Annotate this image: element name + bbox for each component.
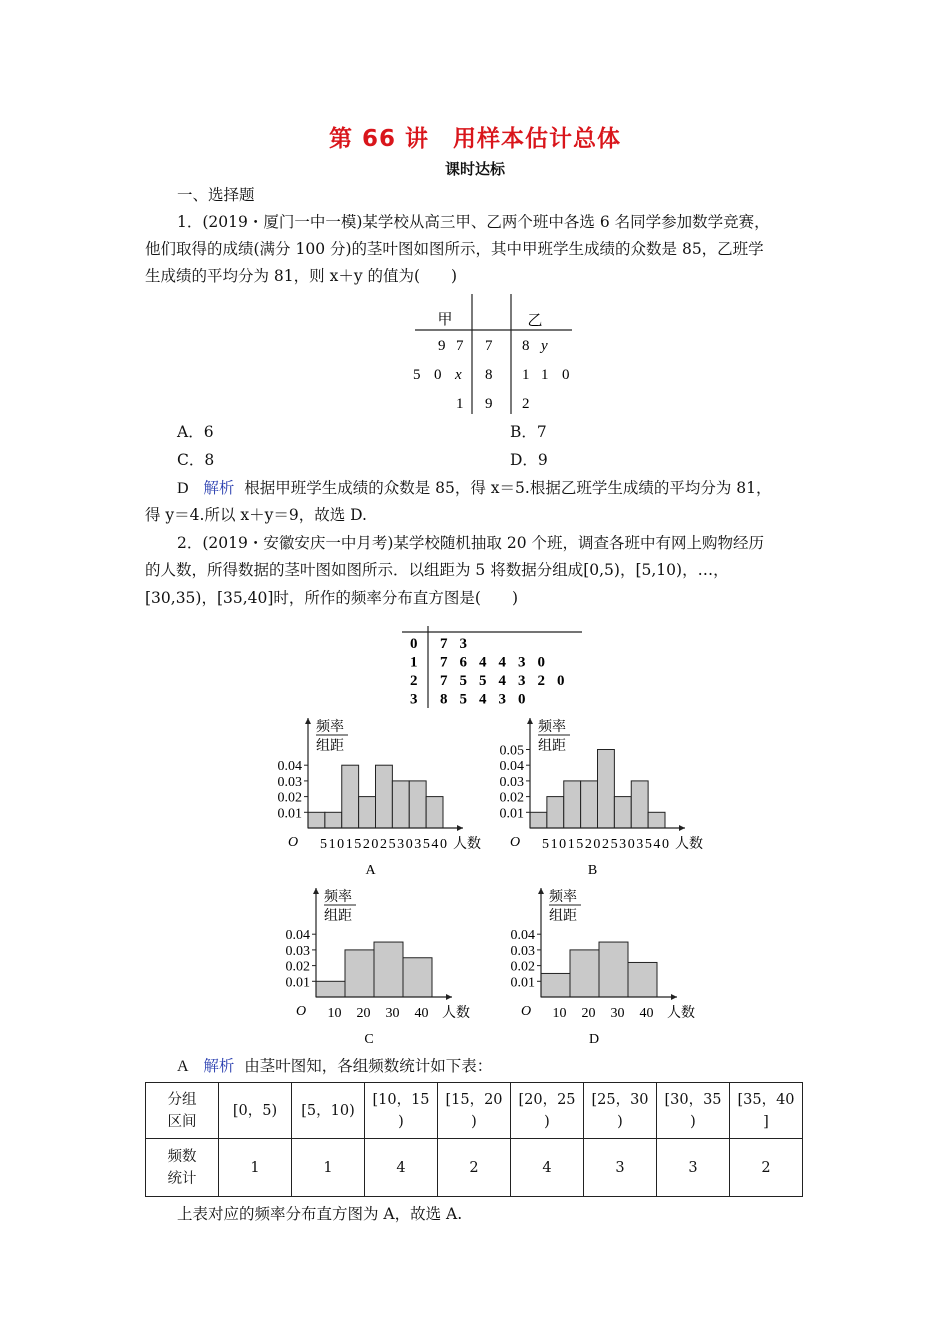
table-header-text: 区间	[167, 1113, 197, 1130]
q1-analysis-label: 解析	[203, 479, 235, 497]
table-header-text: 频数	[167, 1148, 197, 1165]
table-cell	[730, 1083, 803, 1139]
stemplot-leaf: 7	[440, 673, 448, 689]
histogram-bar	[628, 962, 657, 997]
table-cell	[657, 1083, 730, 1139]
table-cell	[292, 1083, 365, 1139]
origin-label: O	[510, 835, 521, 850]
plot-stem: 7	[485, 338, 493, 354]
q1-stem-line1: 1．(2019・厦门一中一模)某学校从高三甲、乙两个班中各选 6 名同学参加数学竞赛，	[177, 213, 770, 231]
y-tick-label: 0.03	[277, 774, 302, 790]
stemplot-leaf: 4	[498, 654, 506, 671]
table-cell: 4	[511, 1139, 584, 1197]
histogram-D	[511, 888, 696, 1047]
x-axis-label: 人数	[442, 1006, 470, 1021]
histogram-bar	[570, 950, 599, 997]
y-axis-label-bottom: 组距	[538, 739, 566, 754]
table-cell: 3	[584, 1139, 657, 1197]
interval-text: [20，25	[518, 1091, 576, 1108]
plot-stem: 9	[485, 396, 493, 412]
interval-text: [5，10)	[301, 1102, 355, 1119]
y-tick-label: 0.01	[285, 975, 310, 991]
histogram-bar	[614, 797, 631, 828]
plot-leaf: 0	[434, 367, 442, 383]
q1-option-b: B．7	[510, 423, 547, 441]
stemplot-leaf: 4	[479, 654, 487, 671]
stemplot-leaf: 8	[440, 691, 448, 708]
plot-left-header: 甲	[437, 312, 453, 328]
frequency-table	[145, 1082, 803, 1197]
x-tick-label: 30	[610, 1006, 625, 1021]
stemplot-stem: 0	[410, 636, 418, 652]
interval-text: [15，20	[445, 1091, 503, 1108]
q2-answer: A	[177, 1058, 189, 1075]
stemplot-leaf: 2	[537, 673, 545, 689]
plot-leaf: 2	[522, 396, 530, 412]
histogram-bar	[316, 981, 345, 997]
q2-analysis	[177, 1056, 492, 1077]
table-cell	[511, 1083, 584, 1139]
y-tick-label: 0.04	[277, 759, 302, 775]
y-tick-label: 0.04	[499, 759, 524, 775]
q1-stem-leaf-plot	[400, 292, 600, 420]
histogram-bar	[541, 973, 570, 997]
table-header-cell	[146, 1083, 219, 1139]
page-title: 第 66 讲 用样本估计总体	[328, 126, 622, 152]
histogram-bar	[374, 942, 403, 997]
stemplot-leaf: 7	[440, 636, 448, 652]
histogram-bar	[308, 812, 325, 828]
histogram-bar	[564, 781, 581, 828]
y-axis-label-bottom: 组距	[316, 739, 344, 754]
table-row	[146, 1139, 803, 1197]
x-axis-arrow	[679, 825, 685, 831]
x-tick-label: 40	[414, 1006, 429, 1021]
histogram-B	[500, 718, 704, 878]
x-tick-labels: 510152025303540	[542, 837, 669, 852]
y-tick-label: 0.01	[499, 806, 524, 822]
stemplot-leaf: 6	[459, 654, 467, 671]
q1-analysis-text: 根据甲班学生成绩的众数是 85，得 x＝5.根据乙班学生成绩的平均分为 81，	[244, 479, 772, 497]
stemplot-rows	[410, 636, 565, 708]
q1-option-c: C．8	[177, 451, 215, 469]
y-tick-label: 0.02	[277, 790, 302, 806]
stemplot-leaf: 0	[557, 673, 565, 689]
section-heading: 一、选择题	[177, 186, 255, 204]
stemplot-leaf: 3	[518, 673, 526, 689]
histogram-bar	[631, 781, 648, 828]
stemplot-leaf: 3	[498, 691, 506, 708]
q2-stem-leaf-plot	[400, 624, 590, 710]
plot-leaf: 9	[438, 338, 446, 354]
y-axis-label-top: 频率	[316, 720, 344, 735]
x-tick-label: 30	[385, 1006, 400, 1021]
y-tick-label: 0.04	[510, 928, 535, 944]
origin-label: O	[521, 1004, 532, 1019]
histogram-options	[260, 710, 740, 1062]
chart-caption: A	[365, 863, 376, 878]
stemplot-stem: 1	[410, 654, 418, 671]
stemplot-leaf: 5	[459, 673, 467, 689]
plot-leaf: x	[455, 367, 462, 383]
plot-leaf: 5	[413, 367, 421, 383]
chart-caption: C	[364, 1032, 374, 1047]
stemplot-stem: 2	[410, 673, 418, 689]
table-cell: 1	[292, 1139, 365, 1197]
q1-answer: D	[177, 480, 189, 497]
chart-caption: B	[587, 863, 598, 878]
y-tick-label: 0.02	[499, 790, 524, 806]
q1-analysis-line2: 得 y＝4.所以 x＋y＝9，故选 D.	[145, 506, 367, 524]
x-tick-labels: 510152025303540	[320, 837, 447, 852]
y-tick-label: 0.02	[285, 959, 310, 975]
x-tick-label: 20	[581, 1006, 596, 1021]
y-axis-label-bottom: 组距	[549, 909, 577, 924]
interval-text: [10，15	[372, 1091, 430, 1108]
histogram-bar	[581, 781, 598, 828]
stemplot-leaf: 3	[518, 654, 526, 671]
stemplot-leaf: 0	[518, 691, 526, 708]
interval-text: [30，35	[664, 1091, 722, 1108]
histogram-bar	[648, 812, 665, 828]
q2-analysis-label: 解析	[203, 1057, 235, 1075]
histogram-C	[286, 888, 471, 1047]
table-row	[146, 1083, 803, 1139]
y-tick-label: 0.04	[285, 928, 310, 944]
histogram-bar	[342, 765, 359, 828]
table-cell	[219, 1083, 292, 1139]
stemplot-stem: 3	[410, 691, 418, 708]
y-tick-label: 0.01	[277, 806, 302, 822]
table-cell: 3	[657, 1139, 730, 1197]
table-cell: 4	[365, 1139, 438, 1197]
q2-conclusion: 上表对应的频率分布直方图为 A，故选 A.	[177, 1205, 463, 1223]
y-axis-label-top: 频率	[538, 720, 566, 735]
interval-text: [0，5)	[232, 1102, 278, 1119]
histogram-bar	[392, 781, 409, 828]
x-axis-arrow	[457, 825, 463, 831]
chart-caption: D	[588, 1032, 600, 1047]
x-axis-label: 人数	[667, 1006, 695, 1021]
y-axis-arrow	[527, 718, 533, 724]
stemplot-leaf: 7	[440, 654, 448, 671]
y-tick-label: 0.03	[499, 774, 524, 790]
page-subtitle: 课时达标	[444, 160, 505, 178]
interval-text: [25，30	[591, 1091, 649, 1108]
stemplot-leaf: 4	[498, 673, 506, 689]
y-axis-label-bottom: 组距	[324, 909, 352, 924]
stemplot-leaf: 0	[537, 654, 545, 671]
interval-text: )	[690, 1113, 696, 1130]
interval-text: [35，40	[737, 1091, 795, 1108]
q2-stem-line3: [30,35)，[35,40]时，所作的频率分布直方图是( )	[145, 589, 519, 607]
q1-analysis	[177, 478, 771, 499]
y-axis-label-top: 频率	[549, 890, 577, 905]
histogram-bar	[409, 781, 426, 828]
q2-stem-line1: 2．(2019・安徽安庆一中月考)某学校随机抽取 20 个班，调查各班中有网上购物经历	[177, 534, 764, 552]
histogram-bar	[345, 950, 374, 997]
q1-stem-line3: 生成绩的平均分为 81，则 x＋y 的值为( )	[145, 267, 458, 285]
histogram-bar	[530, 812, 547, 828]
interval-text: )	[617, 1113, 623, 1130]
stemplot-leaf: 3	[459, 636, 467, 652]
x-axis-arrow	[671, 994, 677, 1000]
table-cell: 2	[730, 1139, 803, 1197]
plot-leaf: y	[541, 338, 548, 354]
table-header-cell	[146, 1139, 219, 1197]
origin-label: O	[296, 1004, 307, 1019]
y-tick-label: 0.01	[510, 975, 535, 991]
x-axis-arrow	[446, 994, 452, 1000]
x-tick-label: 10	[552, 1006, 567, 1021]
histogram-bar	[325, 812, 342, 828]
plot-stem: 8	[485, 367, 493, 383]
plot-leaf: 1	[522, 367, 530, 383]
y-axis-arrow	[538, 888, 544, 894]
interval-text: )	[544, 1113, 550, 1130]
q2-stem-line2: 的人数，所得数据的茎叶图如图所示．以组距为 5 将数据分组成[0,5)，[5,10)，…，	[145, 561, 729, 579]
histogram-A	[278, 718, 482, 878]
histogram-bar	[376, 765, 393, 828]
x-axis-label: 人数	[453, 837, 481, 852]
origin-label: O	[288, 835, 299, 850]
table-cell	[584, 1083, 657, 1139]
stemplot-leaf: 5	[479, 673, 487, 689]
x-tick-label: 40	[639, 1006, 654, 1021]
histogram-bar	[598, 750, 615, 829]
table-header-text: 统计	[167, 1170, 197, 1187]
table-header-text: 分组	[167, 1091, 197, 1108]
x-tick-label: 10	[327, 1006, 342, 1021]
table-cell	[438, 1083, 511, 1139]
histogram-bar	[403, 958, 432, 997]
histogram-bar	[426, 797, 443, 828]
x-axis-label: 人数	[675, 837, 703, 852]
plot-leaf: 1	[456, 396, 464, 412]
q2-analysis-text: 由茎叶图知，各组频数统计如下表：	[244, 1057, 493, 1075]
plot-leaf: 0	[562, 367, 570, 383]
y-tick-label: 0.03	[285, 943, 310, 959]
x-tick-label: 20	[356, 1006, 371, 1021]
y-tick-label: 0.02	[510, 959, 535, 975]
q1-option-d: D．9	[510, 451, 548, 469]
interval-text: )	[398, 1113, 404, 1130]
histogram-bar	[547, 797, 564, 828]
stemplot-leaf: 4	[479, 691, 487, 708]
table-cell: 1	[219, 1139, 292, 1197]
y-tick-label: 0.05	[499, 743, 524, 759]
y-axis-arrow	[313, 888, 319, 894]
plot-leaf: 8	[522, 338, 530, 354]
table-cell: 2	[438, 1139, 511, 1197]
interval-text: ]	[763, 1113, 769, 1130]
plot-leaf: 1	[541, 367, 549, 383]
histogram-bar	[359, 797, 376, 828]
stemplot-leaf: 5	[459, 691, 467, 708]
y-axis-arrow	[305, 718, 311, 724]
interval-text: )	[471, 1113, 477, 1130]
q1-option-a: A．6	[177, 423, 214, 441]
q1-stem-line2: 他们取得的成绩(满分 100 分)的茎叶图如图所示，其中甲班学生成绩的众数是 85，乙班学	[145, 240, 764, 258]
y-tick-label: 0.03	[510, 943, 535, 959]
plot-leaf: 7	[456, 338, 464, 354]
y-axis-label-top: 频率	[324, 890, 352, 905]
histogram-bar	[599, 942, 628, 997]
plot-right-header: 乙	[527, 313, 543, 329]
table-cell	[365, 1083, 438, 1139]
